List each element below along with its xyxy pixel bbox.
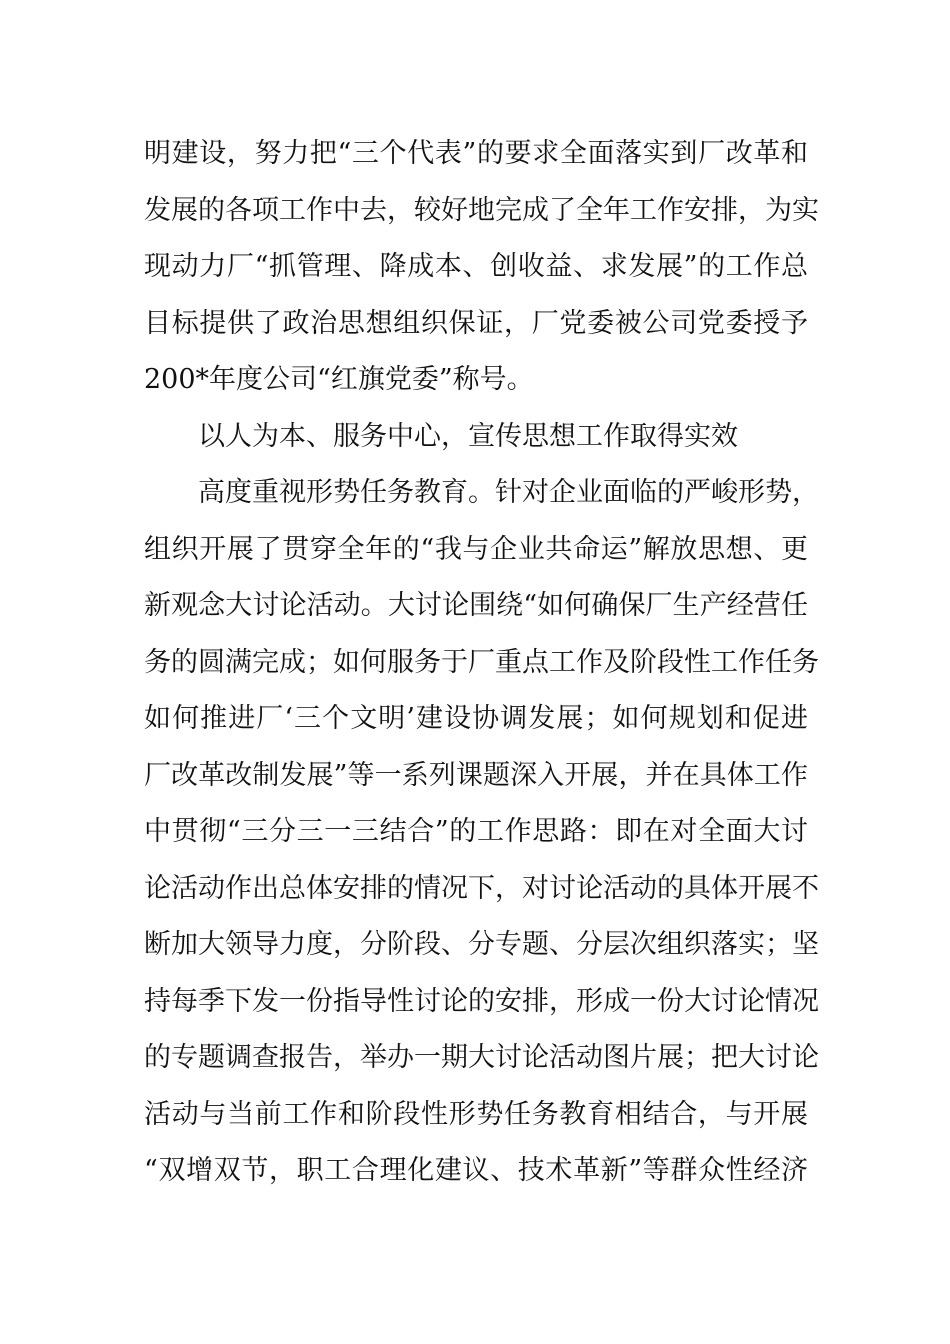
text-line: 明建设，努力把“三个代表”的要求全面落实到厂改革和 [144,138,808,169]
text-line: 目标提供了政治思想组织保证，厂党委被公司党委授予 [144,307,808,339]
text-line: 持每季下发一份指导性讨论的安排，形成一份大讨论情况 [144,985,819,1017]
text-line: 新观念大讨论活动。大讨论围绕“如何确保厂生产经营任 [144,590,808,621]
text-line: 的专题调查报告，举办一期大讨论活动图片展；把大讨论 [144,1042,819,1073]
text-line: 论活动作出总体安排的情况下，对讨论活动的具体开展不 [144,872,819,904]
text-line: 务的圆满完成；如何服务于厂重点工作及阶段性工作任务 [144,646,819,678]
section-heading-text: 以人为本、服务中心，宣传思想工作取得实效 [198,420,738,452]
text-line: 中贯彻“三分三一三结合”的工作思路：即在对全面大讨 [144,816,808,847]
text-line: 现动力厂“抓管理、降成本、创收益、求发展”的工作总 [144,251,808,282]
text-line: 发展的各项工作中去，较好地完成了全年工作安排，为实 [144,194,819,226]
text-line: 断加大领导力度，分阶段、分专题、分层次组织落实；坚 [144,929,819,960]
paragraph-body [144,465,819,1200]
text-line: 高度重视形势任务教育。针对企业面临的严峻形势， [198,477,819,508]
text-line: 如何推进厂‘三个文明’建设协调发展；如何规划和促进 [144,703,808,734]
text-line: 活动与当前工作和阶段性形势任务教育相结合，与开展 [144,1098,808,1130]
paragraph-intro-continuation [144,126,819,409]
text-line: 厂改革改制发展”等一系列课题深入开展，并在具体工作 [144,759,808,791]
text-line: “双增双节，职工合理化建议、技术革新”等群众性经济 [144,1155,808,1186]
section-heading [144,409,808,466]
text-line: 组织开展了贯穿全年的“我与企业共命运”解放思想、更 [144,533,808,565]
document-body [144,126,819,1200]
text-line: 200*年度公司“红旗党委”称号。 [144,364,534,395]
